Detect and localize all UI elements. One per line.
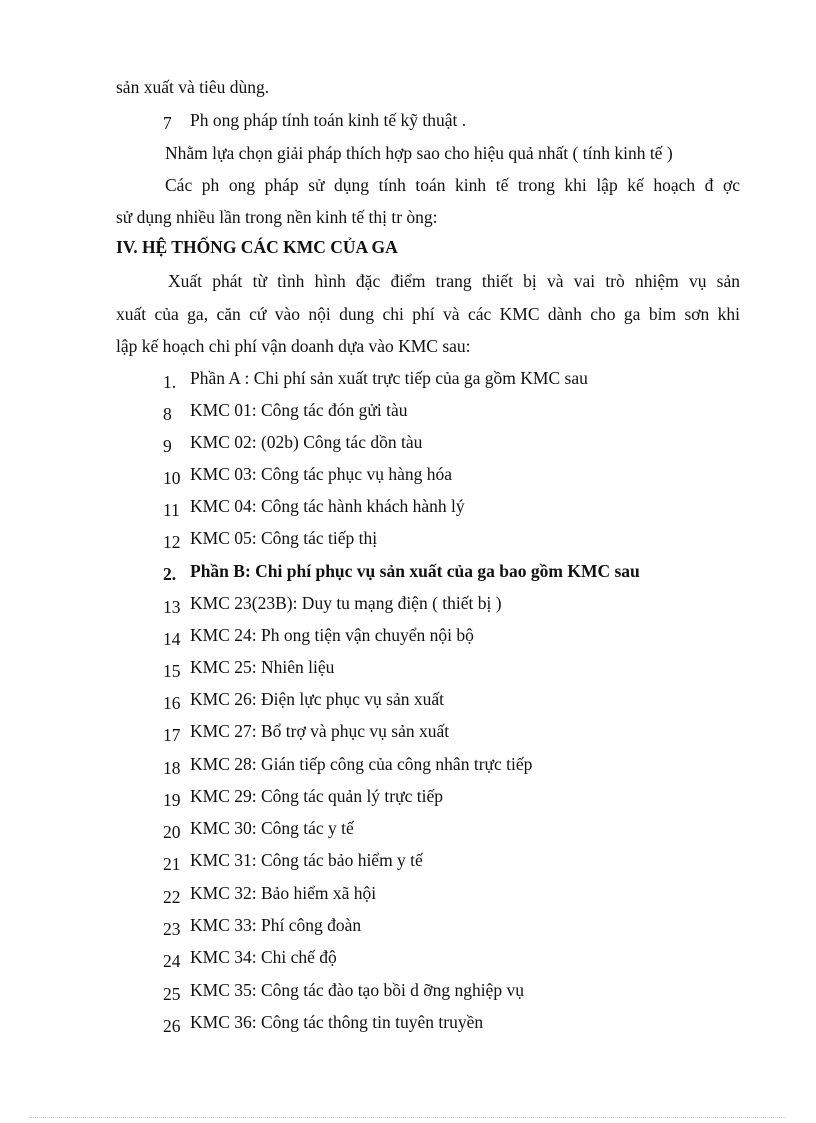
item-number: 10 (163, 468, 181, 488)
item-number: 8 (163, 404, 172, 424)
item-text: KMC 01: Công tác đón gửi tàu (190, 400, 408, 420)
item-text: KMC 25: Nhiên liệu (190, 657, 335, 677)
item-text: KMC 27: Bổ trợ và phục vụ sản xuất (190, 721, 450, 741)
item-text: Phần B: Chi phí phục vụ sản xuất của ga bao gồm KMC sau (190, 561, 640, 581)
intro-line: sản xuất và tiêu dùng. (116, 77, 270, 97)
item-text: KMC 03: Công tác phục vụ hàng hóa (190, 464, 452, 484)
paragraph-line: sử dụng nhiều lần trong nền kinh tế thị tr òng: (116, 207, 438, 227)
item-text: KMC 02: (02b) Công tác dồn tàu (190, 432, 423, 452)
item-text: KMC 26: Điện lực phục vụ sản xuất (190, 689, 444, 709)
item-number: 9 (163, 436, 172, 456)
item-number: 26 (163, 1016, 181, 1036)
item-text: KMC 24: Ph ong tiện vận chuyển nội bộ (190, 625, 474, 645)
item-number: 14 (163, 629, 181, 649)
item-number: 12 (163, 532, 181, 552)
item-number: 1. (163, 372, 177, 392)
item-text: Ph ong pháp tính toán kinh tế kỹ thuật . (190, 110, 467, 130)
item-text: KMC 35: Công tác đào tạo bồi d ỡng nghiệp vụ (190, 980, 524, 1000)
item-text: KMC 31: Công tác bảo hiểm y tế (190, 850, 423, 870)
page-bottom-rule (30, 1117, 786, 1118)
item-number: 13 (163, 597, 181, 617)
item-text: KMC 32: Bảo hiểm xã hội (190, 883, 377, 903)
item-text: KMC 04: Công tác hành khách hành lý (190, 496, 465, 516)
item-number: 15 (163, 661, 181, 681)
paragraph-line: Các ph ong pháp sử dụng tính toán kinh tế trong khi lập kế hoạch đ ợc (165, 175, 740, 195)
item-text: KMC 29: Công tác quản lý trực tiếp (190, 786, 443, 806)
item-number: 25 (163, 984, 181, 1004)
item-number: 24 (163, 951, 181, 971)
paragraph-line: xuất của ga, căn cứ vào nội dung chi phí và các KMC dành cho ga bỉm sơn khi (116, 304, 740, 324)
item-text: KMC 30: Công tác y tế (190, 818, 354, 838)
item-text: Phần A : Chi phí sản xuất trực tiếp của ga gồm KMC sau (190, 368, 588, 388)
item-number: 22 (163, 887, 181, 907)
item-number: 16 (163, 693, 181, 713)
item-number: 2. (163, 564, 177, 584)
item-text: KMC 28: Gián tiếp công của công nhân trực tiếp (190, 754, 533, 774)
item-number: 11 (163, 500, 180, 520)
section-heading: IV. HỆ THỐNG CÁC KMC CỦA GA (116, 237, 398, 257)
item-text: KMC 05: Công tác tiếp thị (190, 528, 378, 548)
item-number: 20 (163, 822, 181, 842)
item-text: KMC 23(23B): Duy tu mạng điện ( thiết bị ) (190, 593, 502, 613)
item-number: 17 (163, 725, 181, 745)
item-text: KMC 36: Công tác thông tin tuyên truyền (190, 1012, 484, 1032)
item-number: 19 (163, 790, 181, 810)
paragraph-line: Nhằm lựa chọn giải pháp thích hợp sao cho hiệu quả nhất ( tính kinh tế ) (165, 143, 673, 163)
item-number: 7 (163, 113, 172, 133)
item-number: 18 (163, 758, 181, 778)
paragraph-line: lập kế hoạch chi phí vận doanh dựa vào KMC sau: (116, 336, 471, 356)
item-number: 21 (163, 854, 181, 874)
paragraph-line: Xuất phát từ tình hình đặc điểm trang thiết bị và vai trò nhiệm vụ sản (168, 271, 740, 291)
item-text: KMC 34: Chi chế độ (190, 947, 337, 967)
item-text: KMC 33: Phí công đoàn (190, 915, 362, 935)
item-number: 23 (163, 919, 181, 939)
